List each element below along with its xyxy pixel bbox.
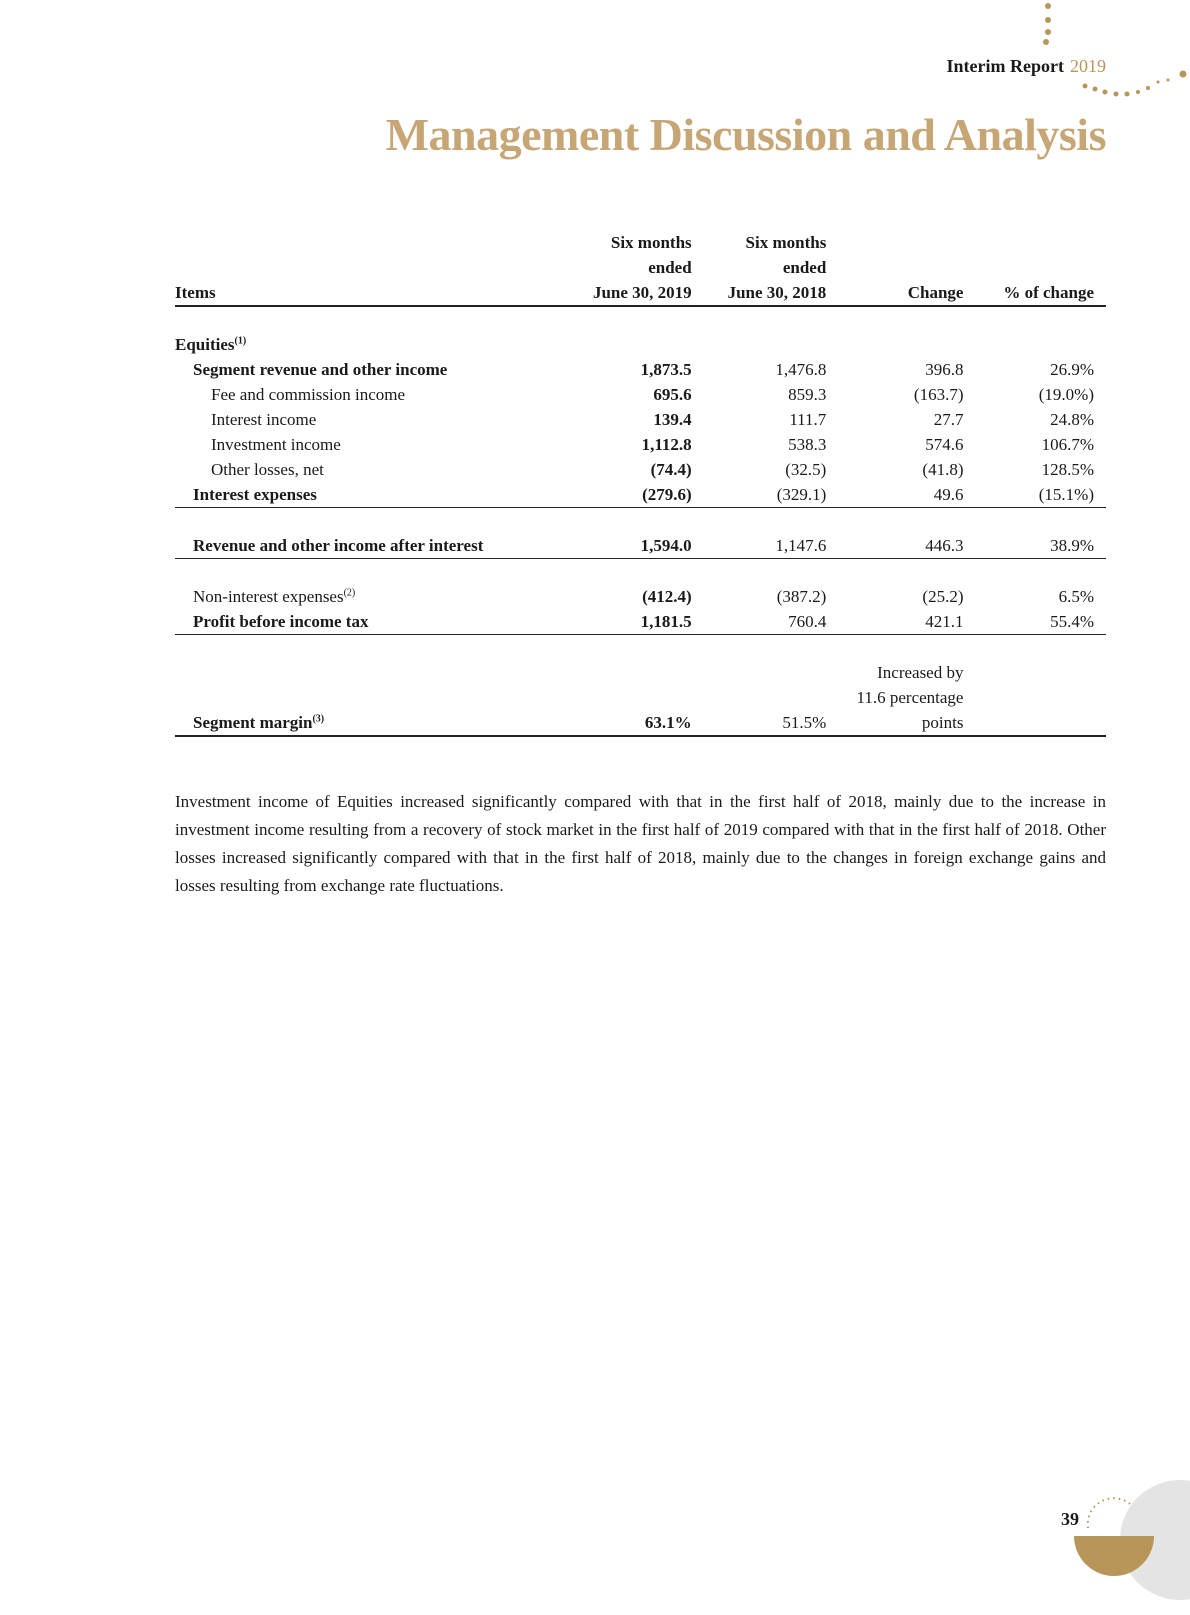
table-row: Non-interest expenses$^{(2)}$ (412.4) (387.2) (25.2) 6.5% [193,587,1094,606]
commentary-paragraph: Investment income of Equities increased significantly compared with that in the first half of 2018, mainly due to the increase in investment income resulting from a recovery of stock market in the first half of 2019 compared with that in the first half of 2018. Other losses increased significantly compared with that in the first half of 2018, mainly due to the changes in foreign exchange gains and losses resulting from exchange rate fluctuations. [175,792,1106,895]
page-title: Management Discussion and Analysis [385,109,1106,160]
col-header-prior: Six months ended June 30, 2018 [702,230,837,306]
section-row-equities [175,332,1106,357]
table-row: Segment revenue and other income 1,873.5 1,476.8 396.8 26.9% [193,360,1094,379]
table-row: Interest income 139.4 111.7 27.7 24.8% [211,410,1094,429]
table-row: Profit before income tax 1,181.5 760.4 421.1 55.4% [175,609,1106,635]
report-label: Interim Report [946,56,1064,76]
table-row: Interest expenses (279.6) (329.1) 49.6 (15.1%) [175,482,1106,508]
equities-financial-table [175,230,1106,737]
col-header-current: Six months ended June 30, 2019 [558,230,701,306]
section-note: (1) [234,335,247,347]
section-label: Equities [175,335,235,354]
table-row: Revenue and other income after interest 1,594.0 1,147.6 446.3 38.9% [175,533,1106,559]
table-row: Other losses, net (74.4) (32.5) (41.8) 128.5% [211,460,1094,479]
circle-decoration [1070,1470,1190,1615]
report-year: 2019 [1070,56,1106,76]
table-row: Fee and commission income 695.6 859.3 (163.7) (19.0%) [211,385,1094,404]
dotted-arc-decoration [1040,0,1190,100]
margin-change-note: Increased by 11.6 percentage points [836,660,973,736]
col-header-pct: % of change [973,230,1106,306]
col-header-items: Items [175,230,558,306]
report-header [947,56,1106,77]
col-header-change: Change [836,230,973,306]
table-row: Investment income 1,112.8 538.3 574.6 106.7% [211,435,1094,454]
segment-margin-row: Segment margin$^{(3)}$ 63.1% 51.5% Increased by 11.6 percentage points [175,660,1106,736]
page-number: 39 [1061,1509,1079,1529]
table-header-row [175,230,1106,306]
